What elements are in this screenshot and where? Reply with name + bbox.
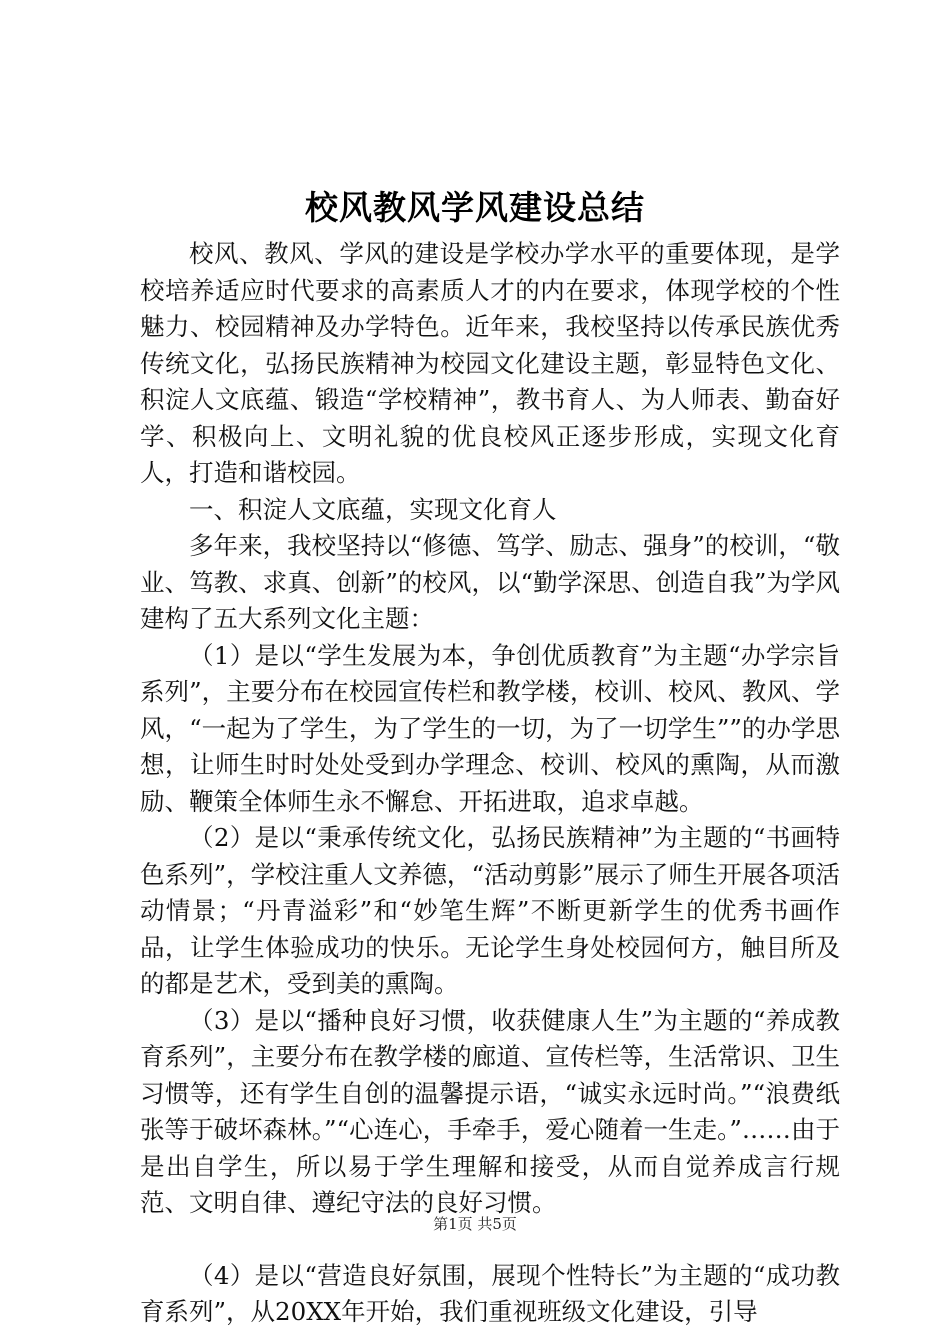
document-body xyxy=(140,236,840,1331)
paragraph-intro: 校风、教风、学风的建设是学校办学水平的重要体现，是学校培养适应时代要求的高素质人才的内在要求，体现学校的个性魅力、校园精神及办学特色。近年来，我校坚持以传承民族优秀传统文化，弘扬民族精神为校园文化建设主题，彰显特色文化、积淀人文底蕴、锻造“学校精神”，教书育人、为人师表、勤奋好学、积极向上、文明礼貌的优良校风正逐步形成，实现文化育人，打造和谐校园。 xyxy=(140,239,840,487)
document-title: 校风教风学风建设总结 xyxy=(305,188,645,227)
section-heading-1: 一、积淀人文底蕴，实现文化育人 xyxy=(189,494,557,524)
paragraph-item-3: （3）是以“播种良好习惯，收获健康人生”为主题的“养成教育系列”，主要分布在教学楼的廊道、宣传栏等，生活常识、卫生习惯等，还有学生自创的温馨提示语，“诚实永远时尚。”“浪费纸张等于破坏森林。”“心连心，手牵手，爱心随着一生走。”……由于是出自学生，所以易于学生理解和接受，从而自觉养成言行规范、文明自律、遵纪守法的良好习惯。 xyxy=(140,1005,840,1217)
paragraph-motto: 多年来，我校坚持以“修德、笃学、励志、强身”的校训，“敬业、笃教、求真、创新”的校风，以“勤学深思、创造自我”为学风建构了五大系列文化主题： xyxy=(140,531,840,633)
page-footer: 第1页 共5页 xyxy=(433,1215,517,1233)
paragraph-item-1: （1）是以“学生发展为本，争创优质教育”为主题“办学宗旨系列”，主要分布在校园宣传栏和教学楼，校训、校风、教风、学风，“一起为了学生，为了学生的一切，为了一切学生””的办学思想，让师生时时处处受到办学理念、校训、校风的熏陶，从而激励、鞭策全体师生永不懈怠、开拓进取，追求卓越。 xyxy=(140,640,840,816)
paragraph-item-2: （2）是以“秉承传统文化，弘扬民族精神”为主题的“书画特色系列”，学校注重人文养德，“活动剪影”展示了师生开展各项活动情景；“丹青溢彩”和“妙笔生辉”不断更新学生的优秀书画作品，让学生体验成功的快乐。无论学生身处校园何方，触目所及的都是艺术，受到美的熏陶。 xyxy=(140,823,840,998)
paragraph-item-4: （4）是以“营造良好氛围，展现个性特长”为主题的“成功教育系列”，从20XX年开始，我们重视班级文化建设，引导 xyxy=(140,1260,840,1326)
